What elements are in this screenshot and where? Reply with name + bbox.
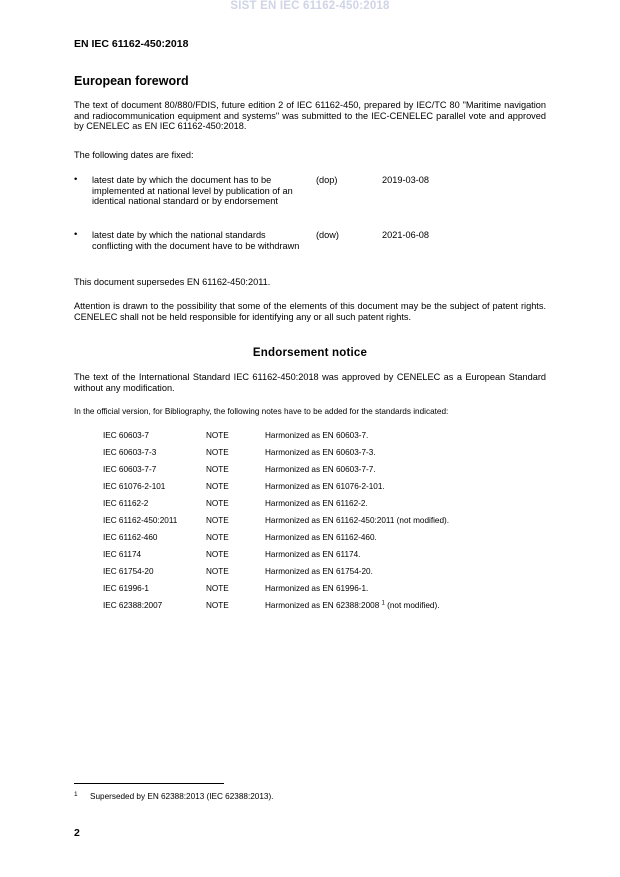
note-label: NOTE	[206, 499, 229, 508]
note-label: NOTE	[206, 482, 229, 491]
note-standard: IEC 60603-7-7	[103, 465, 157, 474]
foreword-title: European foreword	[74, 74, 189, 88]
note-text-after: (not modified).	[384, 601, 440, 610]
note-text: Harmonized as EN 61174.	[265, 550, 361, 559]
endorsement-paragraph: The text of the International Standard IEC 61162-450:2018 was approved by CENELEC as a European Standard without any modification.	[74, 372, 546, 393]
note-label: NOTE	[206, 465, 229, 474]
note-label: NOTE	[206, 533, 229, 542]
note-text: Harmonized as EN 60603-7.	[265, 431, 369, 440]
date-item-dop-date: 2019-03-08	[382, 175, 429, 185]
note-row	[103, 465, 523, 477]
note-row	[103, 584, 523, 596]
watermark: SIST EN IEC 61162-450:2018	[230, 0, 390, 12]
note-standard: IEC 61076-2-101	[103, 482, 166, 491]
note-label: NOTE	[206, 448, 229, 457]
date-item-dow-date: 2021-06-08	[382, 230, 429, 240]
supersedes-text: This document supersedes EN 61162-450:2011.	[74, 277, 271, 287]
note-standard: IEC 61996-1	[103, 584, 149, 593]
note-row	[103, 431, 523, 443]
note-standard: IEC 62388:2007	[103, 601, 163, 610]
note-row	[103, 499, 523, 511]
document-id-header: EN IEC 61162-450:2018	[74, 38, 189, 50]
note-label: NOTE	[206, 601, 229, 610]
note-text: Harmonized as EN 60603-7-7.	[265, 465, 376, 474]
attention-paragraph: Attention is drawn to the possibility that some of the elements of this document may be the subject of patent rights. CENELEC shall not be held responsible for identifying any or all such patent rights.	[74, 301, 546, 322]
endorsement-title: Endorsement notice	[252, 347, 368, 359]
note-standard: IEC 60603-7-3	[103, 448, 157, 457]
date-item-dop-code: (dop)	[316, 175, 338, 185]
note-text: Harmonized as EN 60603-7-3.	[265, 448, 376, 457]
foreword-paragraph: The text of document 80/880/FDIS, future edition 2 of IEC 61162-450, prepared by IEC/TC 80 "Maritime navigation and radiocommunication equipment and systems" was submitted to the IEC-CENELEC parallel vote and approved by CENELEC as EN IEC 61162-450:2018.	[74, 100, 546, 132]
note-row	[103, 516, 523, 528]
note-standard: IEC 61754-20	[103, 567, 154, 576]
note-label: NOTE	[206, 584, 229, 593]
note-text-before: Harmonized as EN 62388:2008	[265, 601, 382, 610]
note-row	[103, 482, 523, 494]
note-text: Harmonized as EN 61162-460.	[265, 533, 377, 542]
note-row	[103, 533, 523, 545]
note-text	[265, 601, 439, 610]
footnote-divider	[74, 783, 224, 784]
date-item-dow-code: (dow)	[316, 230, 339, 240]
page-number: 2	[74, 827, 80, 839]
note-text: Harmonized as EN 61162-450:2011 (not modified).	[265, 516, 450, 525]
note-row	[103, 550, 523, 562]
note-standard: IEC 61162-2	[103, 499, 149, 508]
note-text: Harmonized as EN 61754-20.	[265, 567, 373, 576]
footnote-number: 1	[74, 791, 78, 798]
note-row	[103, 567, 523, 579]
dates-intro: The following dates are fixed:	[74, 150, 194, 160]
note-standard: IEC 61162-460	[103, 533, 158, 542]
footnote-reference[interactable]: 1	[381, 600, 385, 607]
footnote-text: Superseded by EN 62388:2013 (IEC 62388:2013).	[90, 792, 274, 801]
note-text: Harmonized as EN 61996-1.	[265, 584, 369, 593]
date-item-dop-text: latest date by which the document has to be implemented at national level by publication of an identical national standard or by endorsement	[92, 175, 293, 207]
date-item-dow-text: latest date by which the national standards conflicting with the document have to be withdrawn	[92, 230, 300, 251]
note-label: NOTE	[206, 516, 229, 525]
note-standard: IEC 60603-7	[103, 431, 149, 440]
bullet-dop: •	[74, 174, 78, 185]
note-standard: IEC 61162-450:2011	[103, 516, 178, 525]
note-standard: IEC 61174	[103, 550, 142, 559]
note-text: Harmonized as EN 61076-2-101.	[265, 482, 385, 491]
bullet-dow: •	[74, 229, 78, 240]
notes-intro: In the official version, for Bibliography, the following notes have to be added for the standards indicated:	[74, 407, 449, 416]
note-row	[103, 601, 523, 613]
note-text: Harmonized as EN 61162-2.	[265, 499, 368, 508]
note-row	[103, 448, 523, 460]
note-label: NOTE	[206, 550, 229, 559]
note-label: NOTE	[206, 567, 229, 576]
note-label: NOTE	[206, 431, 229, 440]
